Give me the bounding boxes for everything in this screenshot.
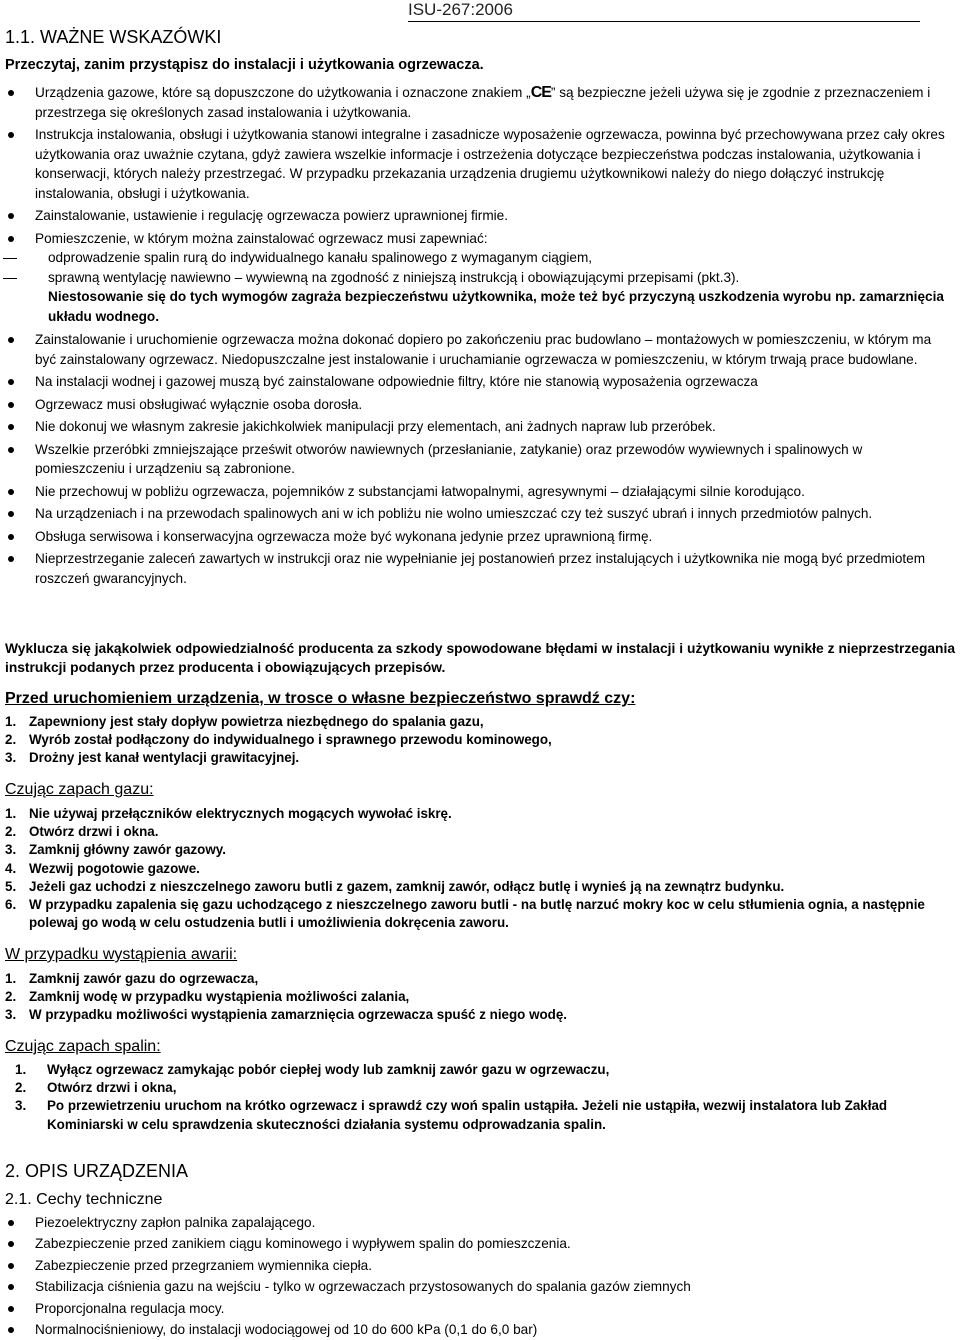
list-item-text: Urządzenia gazowe, które są dopuszczone do użytkowania i oznaczone znakiem „ <box>35 85 531 100</box>
dash-item <box>0 248 955 268</box>
numbered-item <box>5 878 955 896</box>
numbered-item <box>5 860 955 878</box>
list-item-text: Piezoelektryczny zapłon palnika zapalającego. <box>35 1215 316 1230</box>
item-text: Zapewniony jest stały dopływ powietrza niezbędnego do spalania gazu, <box>29 714 484 729</box>
numbered-item <box>5 805 955 823</box>
bullet-icon <box>8 1306 14 1312</box>
list-item-text: Normalnociśnieniowy, do instalacji wodociągowej od 10 do 600 kPa (0,1 do 6,0 bar) <box>35 1321 538 1337</box>
numbered-item <box>5 841 955 859</box>
list-item <box>0 229 955 249</box>
list-item-text: Zainstalowanie i uruchomienie ogrzewacza można dokonać dopiero po zakończeniu prac budowlano – montażowych w pomieszczeniu, w którym ma być zainstalowany ogrzewacz. Niedopuszczalne jest instalowanie i uruchamianie ogrzewacza w pomieszczeniu, w którym trwają prace budowlane. <box>35 332 932 367</box>
list-item-text: Nieprzestrzeganie zaleceń zawartych w instrukcji oraz nie wypełnianie jej postanowień przez instalujących i użytkownika nie mogą być przedmiotem roszczeń gwarancyjnych. <box>35 551 926 586</box>
item-number: 2. <box>15 1080 27 1096</box>
list-item-text: Stabilizacja ciśnienia gazu na wejściu - tylko w ogrzewaczach przystosowanych do spalania gazów ziemnych <box>35 1279 691 1295</box>
list-item <box>0 1256 955 1275</box>
item-number: 6. <box>5 897 17 913</box>
item-number: 2. <box>5 824 17 840</box>
numbered-item <box>5 749 955 767</box>
failure-list <box>5 970 955 1025</box>
bullet-icon <box>8 402 14 408</box>
list-item-text: Zabezpieczenie przed zanikiem ciągu kominowego i wypływem spalin do pomieszczenia. <box>35 1236 571 1252</box>
numbered-item <box>5 713 955 731</box>
item-text: Zamknij zawór gazu do ogrzewacza, <box>29 971 259 986</box>
item-text: Po przewietrzeniu uruchom na krótko ogrzewacz i sprawdź czy woń spalin ustąpiła. Jeżeli nie ustąpiła, wezwij instalatora lub Zakład Kominiarski w celu sprawdzenia skuteczności działania systemu odprowadzania spalin. <box>47 1098 888 1132</box>
ce-mark-icon: CE <box>530 84 551 101</box>
list-item <box>0 330 955 369</box>
dash-item-text: odprowadzenie spalin rurą do indywidualnego kanału spalinowego z wymaganym ciągiem, <box>48 250 593 265</box>
numbered-item <box>5 731 955 749</box>
flue-smell-list <box>5 1061 955 1134</box>
liability-disclaimer: Wyklucza się jakąkolwiek odpowiedzialność producenta za szkody spowodowane błędami w instalacji i użytkowaniu wynikłe z nieprzestrzegania instrukcji podanych przez producenta i obowiązujących przepisów. <box>5 641 955 675</box>
section-2-1-title: 2.1. Cechy techniczne <box>5 1191 163 1208</box>
bullet-icon <box>8 511 14 517</box>
item-number: 3. <box>5 750 17 766</box>
header-rule <box>408 21 920 22</box>
list-item-text: Ogrzewacz musi obsługiwać wyłącznie osoba dorosła. <box>35 396 363 412</box>
list-item <box>0 206 955 226</box>
dash-warning-text: Niestosowanie się do tych wymogów zagraża bezpieczeństwu użytkownika, może też być przyczyną uszkodzenia wyrobu np. zamarznięcia układu wodnego. <box>48 289 944 324</box>
numbered-item <box>5 1079 955 1097</box>
list-item-text: Na instalacji wodnej i gazowej muszą być zainstalowane odpowiednie filtry, które nie stanowią wyposażenia ogrzewacza <box>35 374 758 389</box>
document-id: ISU-267:2006 <box>408 0 513 19</box>
list-item-text: Zainstalowanie, ustawienie i regulację ogrzewacza powierz uprawnionej firmie. <box>35 208 508 223</box>
bullet-icon <box>8 1284 14 1290</box>
list-item <box>0 1277 955 1296</box>
numbered-item <box>5 823 955 841</box>
item-text: Wyrób został podłączony do indywidualnego i sprawnego przewodu kominowego, <box>29 732 552 748</box>
bullet-icon <box>8 379 14 385</box>
list-item <box>0 1234 955 1253</box>
list-item <box>0 440 955 479</box>
bullet-icon <box>8 1263 14 1269</box>
dash-icon <box>3 258 17 259</box>
dash-item-text: sprawną wentylację nawiewno – wywiewną na zgodność z niniejszą instrukcją i obowiązującymi przepisami (pkt.3). <box>48 269 740 285</box>
numbered-item <box>5 988 955 1006</box>
bullet-icon <box>8 236 14 242</box>
item-number: 4. <box>5 860 17 876</box>
list-item <box>0 504 955 524</box>
item-text: Jeżeli gaz uchodzi z nieszczelnego zaworu butli z gazem, zamknij zawór, odłącz butlę i wynieś ją na zewnątrz budynku. <box>29 878 785 894</box>
intro-line: Przeczytaj, zanim przystąpisz do instalacji i użytkowania ogrzewacza. <box>5 57 484 73</box>
bullet-icon <box>8 447 14 453</box>
list-item <box>0 549 955 588</box>
item-number: 5. <box>5 878 17 894</box>
item-text: Wezwij pogotowie gazowe. <box>29 860 200 876</box>
list-item <box>0 417 955 437</box>
bullet-icon <box>8 556 14 562</box>
list-item <box>0 482 955 502</box>
item-number: 3. <box>5 1007 17 1023</box>
dash-warning <box>0 287 955 326</box>
numbered-item <box>5 970 955 988</box>
check-list <box>5 713 955 768</box>
numbered-item <box>5 1006 955 1024</box>
item-number: 1. <box>5 714 17 729</box>
list-item-text: Obsługa serwisowa i konserwacyjna ogrzewacza może być wykonana jedynie przez uprawnioną firmę. <box>35 528 653 544</box>
bullet-icon <box>8 1220 14 1226</box>
bullet-icon <box>8 213 14 219</box>
bullet-icon <box>8 489 14 495</box>
bullet-icon <box>8 1327 14 1333</box>
item-text: Otwórz drzwi i okna. <box>29 824 159 840</box>
list-item <box>0 372 955 392</box>
list-item <box>0 1320 955 1339</box>
item-number: 1. <box>15 1062 27 1077</box>
list-item <box>0 1299 955 1318</box>
list-item <box>0 1213 955 1232</box>
item-text: Nie używaj przełączników elektrycznych mogących wywołać iskrę. <box>29 806 452 821</box>
section-title: 1.1. WAŻNE WSKAZÓWKI <box>5 27 222 47</box>
bullet-icon <box>8 1241 14 1247</box>
bullet-icon <box>8 424 14 430</box>
item-text: Drożny jest kanał wentylacji grawitacyjnej. <box>29 750 300 766</box>
list-item-text: Zabezpieczenie przed przegrzaniem wymiennika ciepła. <box>35 1257 372 1273</box>
bullet-icon <box>8 132 14 138</box>
item-text: Zamknij główny zawór gazowy. <box>29 842 226 858</box>
flue-smell-heading: Czując zapach spalin: <box>5 1038 161 1055</box>
failure-heading: W przypadku wystąpienia awarii: <box>5 946 238 963</box>
gas-smell-heading: Czując zapach gazu: <box>5 781 154 798</box>
list-item-text: Nie dokonuj we własnym zakresie jakichkolwiek manipulacji przy elementach, ani żadnych napraw lub przeróbek. <box>35 419 716 434</box>
bullet-icon <box>8 90 14 96</box>
item-text: Wyłącz ogrzewacz zamykając pobór ciepłej wody lub zamknij zawór gazu w ogrzewaczu, <box>47 1062 610 1077</box>
bullet-icon <box>8 337 14 343</box>
bullet-icon <box>8 534 14 540</box>
list-item <box>0 395 955 415</box>
numbered-item <box>5 1097 955 1133</box>
list-item <box>0 125 955 203</box>
features-list <box>0 1213 955 1339</box>
list-item-text: Proporcjonalna regulacja mocy. <box>35 1300 225 1316</box>
item-text: W przypadku zapalenia się gazu uchodzącego z nieszczelnego zaworu butli - na butlę narzuć mokry koc w celu stłumienia ognia, a następnie polewaj go wodą w celu ostudzenia butli i umożliwienia dokręcenia zaworu. <box>29 897 925 931</box>
dash-item <box>0 268 955 288</box>
item-number: 3. <box>5 842 17 858</box>
item-number: 1. <box>5 806 17 821</box>
item-number: 2. <box>5 732 17 748</box>
item-text: Otwórz drzwi i okna, <box>47 1080 177 1096</box>
numbered-item <box>5 896 955 932</box>
important-notes-list <box>0 83 955 591</box>
numbered-item <box>5 1061 955 1079</box>
list-item-text: Wszelkie przeróbki zmniejszające prześwit otworów nawiewnych (przesłanianie, zatykanie) oraz przewodów wywiewnych i spalinowych w pomieszczeniu i urządzeniu są zabronione. <box>35 441 863 476</box>
list-item <box>0 83 955 122</box>
list-item-text: Pomieszczenie, w którym można zainstalować ogrzewacz musi zapewniać: <box>35 230 488 246</box>
list-item-text: Instrukcja instalowania, obsługi i użytkowania stanowi integralne i zasadnicze wyposażenie ogrzewacza, powinna być przechowywana przez cały okres użytkowania oraz uważnie czytana, gdyż zawiera wszelkie informacje i ostrzeżenia dotyczące bezpieczeństwa podczas instalowania, użytkowania i konserwacji, których należy przestrzegać. W przypadku przekazania urządzenia drugiemu użytkownikowi należy do niego dołączyć instrukcję instalowania, obsługi i użytkowania. <box>35 127 945 201</box>
list-item <box>0 527 955 547</box>
item-number: 2. <box>5 989 17 1005</box>
item-text: W przypadku możliwości wystąpienia zamarznięcia ogrzewacza spuść z niego wodę. <box>29 1007 568 1023</box>
list-item-text: ” są bezpieczne jeżeli używa się je zgodnie z przeznaczeniem i przestrzega się określonych zasad instalowania i użytkowania. <box>35 85 931 120</box>
item-text: Zamknij wodę w przypadku wystąpienia możliwości zalania, <box>29 989 410 1005</box>
section-2-title: 2. OPIS URZĄDZENIA <box>5 1161 189 1181</box>
gas-smell-list <box>5 805 955 932</box>
list-item-text: Nie przechowuj w pobliżu ogrzewacza, pojemników z substancjami łatwopalnymi, agresywnymi – działającymi silnie korodująco. <box>35 483 805 499</box>
list-item-text: Na urządzeniach i na przewodach spalinowych ani w ich pobliżu nie wolno umieszczać czy też suszyć ubrań i innych przedmiotów palnych. <box>35 506 873 521</box>
check-heading: Przed uruchomieniem urządzenia, w trosce o własne bezpieczeństwo sprawdź czy: <box>5 690 636 707</box>
item-number: 1. <box>5 971 17 986</box>
dash-icon <box>3 278 17 279</box>
item-number: 3. <box>15 1098 27 1114</box>
